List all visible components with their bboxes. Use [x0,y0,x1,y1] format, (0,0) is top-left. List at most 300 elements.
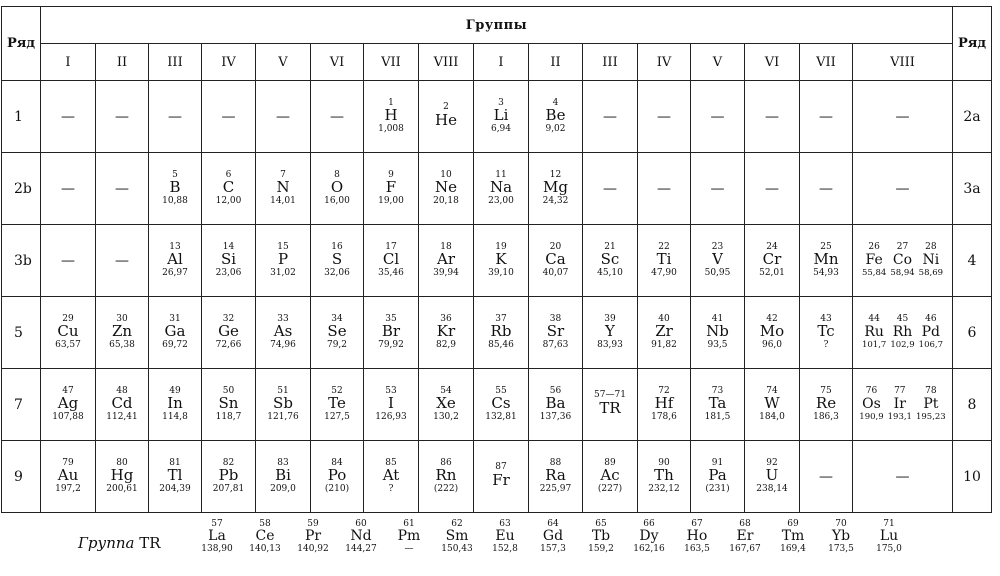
element [529,459,582,495]
atomic-number: 89 [604,457,616,468]
element-symbol: TR [599,398,621,417]
element-symbol: Ge [218,322,239,341]
element-cell [364,441,419,513]
table-row [2,297,992,369]
element-cell [583,441,638,513]
atomic-number: 34 [331,313,343,324]
element-symbol: Hf [654,394,674,413]
element-symbol: Pm [397,528,421,545]
element-symbol: He [435,110,457,129]
atomic-number: 1 [388,97,394,108]
element-symbol: Cr [762,250,782,269]
element [529,387,582,423]
atomic-mass: 204,39 [159,483,191,494]
row-number-right: 10 [953,441,992,513]
element-cell [96,369,149,441]
group-numeral-header: V [256,44,311,81]
atomic-number: 9 [388,169,394,180]
atomic-mass: 197,2 [55,483,81,494]
atomic-number: 57—71 [594,390,626,401]
element-symbol: As [273,322,293,341]
element-triad-cell [853,225,953,297]
atomic-mass: 19,00 [378,195,404,206]
element-symbol: Pa [708,466,727,485]
table-row [2,81,992,153]
element-cell [256,369,311,441]
element-symbol: Ra [545,466,566,485]
atomic-mass: 1,008 [378,123,404,134]
element-cell [149,441,202,513]
element-cell [256,441,311,513]
element-symbol: Os [862,395,881,412]
element [916,387,946,421]
element [149,315,201,351]
element-symbol: Pb [218,466,239,485]
row-number-left: 1 [2,81,41,153]
element-cell [583,369,638,441]
atomic-mass: 159,2 [588,544,614,555]
element [745,243,799,279]
atomic-mass: 106,7 [918,339,944,350]
element [583,459,637,495]
element-cell [419,297,474,369]
element-cell [311,297,364,369]
atomic-number: 71 [883,519,895,529]
element [862,243,886,277]
atomic-mass: 93,5 [707,339,728,350]
atomic-number: 66 [643,519,655,529]
element-cell [691,297,745,369]
atomic-number: 83 [277,457,289,468]
element-cell [311,441,364,513]
table-row [2,225,992,297]
empty-cell-dash: — [311,81,364,153]
atomic-mass: 238,14 [756,483,788,494]
atomic-number: 8 [334,169,340,180]
row-number-left: 7 [2,369,41,441]
element [474,387,528,423]
element [256,243,310,279]
element [41,387,95,423]
atomic-mass: (227) [597,483,623,494]
atomic-number: 62 [451,519,463,529]
element-triad-cell [853,369,953,441]
element [202,459,255,495]
atomic-number: 7 [280,169,286,180]
groups-title: Группы [41,7,953,44]
atomic-number: 17 [385,241,397,252]
element-symbol: Ni [922,251,940,268]
atomic-number: 80 [116,457,128,468]
atomic-mass: 10,88 [162,195,188,206]
element-symbol: Xe [436,394,456,413]
empty-cell-dash: — [800,153,853,225]
element-symbol: In [167,394,183,413]
element [529,171,582,207]
atomic-mass: 96,0 [761,339,783,350]
empty-cell-dash: — [745,81,800,153]
element [529,243,582,279]
atomic-number: 28 [925,242,937,253]
element-symbol: Rh [892,323,913,340]
element-symbol: Nd [350,528,372,545]
tr-element [481,520,529,555]
element-cell [474,153,529,225]
element-cell [41,441,96,513]
element [149,171,201,207]
element-cell [419,81,474,153]
element [256,315,310,351]
element [859,387,883,421]
element-symbol: Mo [759,322,785,341]
atomic-number: 30 [116,313,128,324]
atomic-number: 21 [604,241,616,252]
group-numeral-header: II [529,44,583,81]
element-symbol: Ta [708,394,727,413]
element-cell [691,369,745,441]
element [256,387,310,423]
element [919,315,943,349]
element [529,315,582,351]
tr-element [625,520,673,555]
group-numeral-header: III [149,44,202,81]
element [364,171,418,207]
element-symbol: Kr [436,322,456,341]
element-symbol: Yb [831,528,851,545]
element-cell [474,297,529,369]
atomic-number: 20 [549,241,562,252]
element-cell [800,225,853,297]
atomic-number: 65 [595,519,607,529]
atomic-mass: 175,0 [876,544,902,555]
row-number-left: 5 [2,297,41,369]
element-symbol: Ti [656,250,672,269]
atomic-mass: 69,72 [162,339,188,350]
element-symbol: Cs [491,394,511,413]
element-symbol: La [208,528,226,545]
element-cell [583,297,638,369]
element [364,243,418,279]
empty-cell-dash: — [853,441,953,513]
element [529,99,582,135]
group-numeral-header: VI [745,44,800,81]
element-cell [474,225,529,297]
atomic-mass: 101,7 [861,339,887,350]
element-cell [202,225,256,297]
atomic-mass: 16,00 [324,195,350,206]
atomic-mass: 107,88 [52,411,84,422]
atomic-number: 85 [385,457,397,468]
element-symbol: F [385,178,397,197]
element-symbol: Co [892,251,913,268]
empty-cell-dash: — [41,225,96,297]
element-symbol: Si [220,250,237,269]
atomic-number: 50 [222,385,235,396]
empty-cell-dash: — [691,153,745,225]
atomic-mass: 6,94 [490,123,512,134]
element-symbol: Cl [382,250,400,269]
element [800,387,852,423]
tr-element [193,520,241,555]
element-cell [745,225,800,297]
element-symbol: N [276,178,290,197]
atomic-mass: 23,06 [215,267,242,278]
element-symbol: U [765,466,779,485]
atomic-number: 63 [499,519,511,529]
element-cell [256,297,311,369]
atomic-number: 15 [277,241,289,252]
atomic-mass: 58,94 [890,267,915,278]
atomic-mass: 173,5 [828,544,854,555]
element-cell [745,369,800,441]
row-number-left: 2b [2,153,41,225]
element-symbol: Ho [686,528,708,545]
element [638,243,690,279]
tr-element [241,520,289,555]
tr-element [433,520,481,555]
atomic-mass: 52,01 [759,267,785,278]
group-numeral-header: IV [202,44,256,81]
atomic-mass: 102,9 [890,339,915,350]
element [202,315,255,351]
element-symbol: Ru [864,323,884,340]
element-cell [419,225,474,297]
element [364,387,418,423]
element [474,315,528,351]
atomic-number: 26 [868,242,880,253]
element-cell [691,441,745,513]
element [202,387,255,423]
tr-element [673,520,721,555]
empty-cell-dash: — [853,81,953,153]
element [364,99,418,135]
table-row [2,369,992,441]
atomic-mass: 207,81 [212,483,245,494]
element-symbol: Mn [813,250,839,269]
atomic-mass: 150,43 [441,544,473,555]
element-cell [638,441,691,513]
element-cell [202,369,256,441]
element [419,315,473,351]
empty-cell-dash: — [583,153,638,225]
atomic-mass: 54,93 [813,267,839,278]
atomic-mass: 169,4 [780,544,806,555]
atomic-mass: 12,00 [215,195,242,206]
element [638,387,690,423]
atomic-mass: 127,5 [324,411,350,422]
element-cell [474,81,529,153]
element-cell [364,153,419,225]
element [96,315,148,351]
element-symbol: K [495,250,507,269]
element-cell [474,441,529,513]
atomic-number: 37 [495,313,507,324]
row-number-right: 4 [953,225,992,297]
atomic-number: 29 [62,313,74,324]
element-cell [529,81,583,153]
empty-cell-dash: — [96,153,149,225]
element-symbol: Sr [546,322,565,341]
atomic-number: 16 [331,241,343,252]
atomic-mass: 20,18 [433,195,459,206]
atomic-mass: ? [388,483,394,494]
atomic-mass: 14,01 [270,195,296,206]
atomic-number: 33 [277,313,289,324]
group-numeral-header: VIII [853,44,953,81]
atomic-mass: 31,02 [270,267,296,278]
atomic-mass: 132,81 [485,411,517,422]
atomic-number: 23 [711,241,724,252]
atomic-number: 58 [259,519,271,529]
element-symbol: S [331,250,343,269]
element-symbol: C [222,178,235,197]
element-symbol: Tm [781,528,805,545]
element-cell [529,369,583,441]
element-cell [149,153,202,225]
atomic-number: 91 [711,457,724,468]
element-cell [364,225,419,297]
tr-element [577,520,625,555]
group-numeral-header: I [474,44,529,81]
empty-cell-dash: — [96,81,149,153]
atomic-number: 52 [331,385,343,396]
element-symbol: Re [815,394,837,413]
element-symbol: V [712,250,723,269]
element [256,171,310,207]
element-symbol: I [388,394,394,413]
atomic-number: 88 [549,457,562,468]
element-symbol: Zn [111,322,133,341]
element-symbol: Rn [435,466,457,485]
empty-cell-dash: — [745,153,800,225]
element-cell [638,297,691,369]
tr-element [817,520,865,555]
group-numeral-header: II [96,44,149,81]
atomic-number: 56 [549,385,562,396]
element [474,243,528,279]
atomic-mass: 87,63 [542,339,569,350]
element-cell [474,369,529,441]
element [419,387,473,423]
atomic-number: 43 [820,313,832,324]
atomic-number: 25 [820,241,832,252]
element-symbol: Sb [273,394,293,413]
element [96,459,148,495]
atomic-number: 86 [440,457,452,468]
atomic-mass: 35,46 [378,267,404,278]
atomic-number: 70 [835,519,847,529]
element-symbol: Fe [865,251,883,268]
atomic-mass: 24,32 [542,195,569,206]
element [311,243,363,279]
element-cell [364,297,419,369]
header-row-1 [2,7,992,44]
atomic-number: 75 [820,385,832,396]
atomic-number: 81 [169,457,181,468]
atomic-number: 2 [443,102,449,113]
group-numerals-row [2,44,992,81]
element-symbol: Fr [492,470,510,489]
element [638,459,690,495]
element-triad-cell [853,297,953,369]
atomic-mass: 114,8 [162,411,188,422]
atomic-number: 44 [868,314,880,325]
empty-cell-dash: — [583,81,638,153]
atomic-mass: 112,41 [106,411,138,422]
element-symbol: Na [489,178,513,197]
element [583,243,637,279]
element [41,459,95,495]
atomic-number: 84 [331,457,343,468]
element [419,243,473,279]
element-symbol: Al [167,250,183,269]
element-cell [364,81,419,153]
atomic-mass: 72,66 [215,339,242,350]
atomic-mass: 126,93 [375,411,407,422]
atomic-number: 74 [766,385,778,396]
atomic-mass: 162,16 [633,544,665,555]
element-cell [529,441,583,513]
atomic-number: 5 [172,169,178,180]
group-numeral-header: VIII [419,44,474,81]
element-symbol: Ga [164,322,186,341]
tr-element [721,520,769,555]
element-cell [419,369,474,441]
element [419,459,473,495]
atomic-number: 76 [865,386,878,397]
element-cell [419,153,474,225]
element-symbol: Sn [218,394,239,413]
atomic-mass: 121,76 [267,411,299,422]
atomic-mass: 144,27 [345,544,377,555]
atomic-number: 72 [658,385,670,396]
empty-cell-dash: — [202,81,256,153]
element [745,315,799,351]
atomic-number: 77 [894,386,906,397]
atomic-mass: 82,9 [435,339,457,350]
element [419,171,473,207]
atomic-mass: (222) [433,483,459,494]
element-symbol: Sc [600,250,620,269]
element-symbol: Bi [275,466,291,485]
element [800,243,852,279]
element-cell [41,297,96,369]
tr-element [865,520,913,555]
group-numeral-header: VII [364,44,419,81]
element-symbol: Ba [545,394,566,413]
atomic-number: 48 [116,385,128,396]
element-symbol: Po [327,466,347,485]
element-cell [96,441,149,513]
atomic-mass: 39,10 [488,267,514,278]
element-cell [311,153,364,225]
tr-element [289,520,337,555]
element-triad [853,387,952,421]
element-cell [202,297,256,369]
element [149,387,201,423]
atomic-mass: (210) [324,483,350,494]
atomic-number: 59 [307,519,319,529]
atomic-number: 24 [766,241,778,252]
atomic-number: 90 [658,457,670,468]
empty-cell-dash: — [853,153,953,225]
element-symbol: B [169,178,181,197]
row-number-right: 8 [953,369,992,441]
empty-cell-dash: — [800,441,853,513]
atomic-number: 32 [222,313,235,324]
empty-cell-dash: — [800,81,853,153]
empty-cell-dash: — [41,81,96,153]
